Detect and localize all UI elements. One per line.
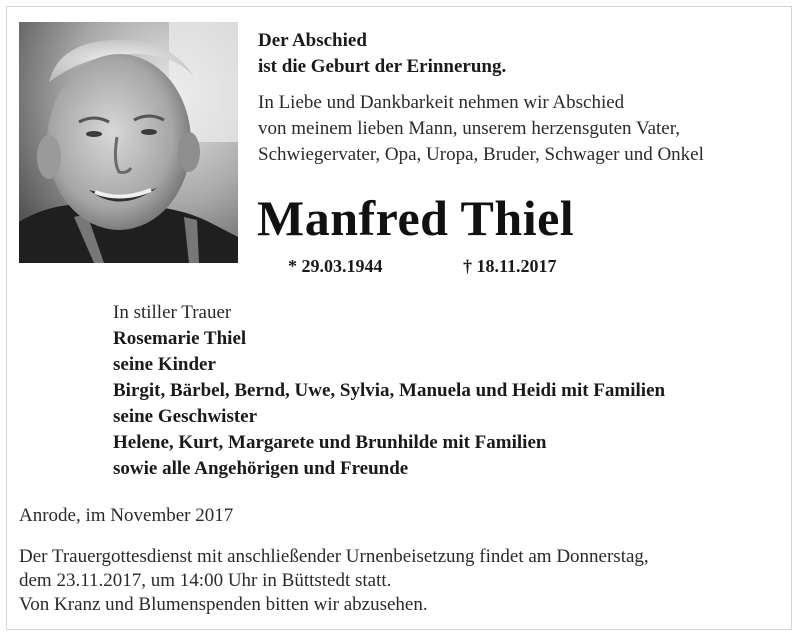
service-line-2: dem 23.11.2017, um 14:00 Uhr in Büttstedt statt. (19, 570, 392, 591)
quote (258, 28, 506, 80)
mourner-line: Rosemarie Thiel (113, 328, 247, 349)
portrait-image (19, 22, 238, 263)
place-date: Anrode, im November 2017 (19, 505, 234, 526)
mourner-line: seine Geschwister (113, 406, 258, 427)
mourner-line: sowie alle Angehörigen und Freunde (113, 458, 409, 479)
mourners-block (113, 300, 665, 482)
intro-line-1: In Liebe und Dankbarkeit nehmen wir Abschied (258, 92, 625, 113)
death-date: † 18.11.2017 (463, 256, 557, 276)
mourners-heading: In stiller Trauer (113, 302, 232, 323)
portrait-photo (19, 22, 238, 263)
mourner-line: seine Kinder (113, 354, 216, 375)
service-line-3: Von Kranz und Blumenspenden bitten wir abzusehen. (19, 594, 428, 615)
deceased-name: Manfred Thiel (257, 190, 575, 246)
quote-line-2: ist die Geburt der Erinnerung. (258, 56, 507, 77)
quote-line-1: Der Abschied (258, 30, 367, 51)
service-line-1: Der Trauergottesdienst mit anschließender Urnenbeisetzung findet am Donnerstag, (19, 546, 649, 567)
service-info (19, 545, 649, 617)
intro-line-3: Schwiegervater, Opa, Uropa, Bruder, Schwager und Onkel (258, 144, 704, 165)
mourner-line: Helene, Kurt, Margarete und Brunhilde mit Familien (113, 432, 547, 453)
intro-text (258, 90, 704, 168)
birth-date: * 29.03.1944 (288, 256, 383, 276)
intro-line-2: von meinem lieben Mann, unserem herzensguten Vater, (258, 118, 681, 139)
mourner-line: Birgit, Bärbel, Bernd, Uwe, Sylvia, Manuela und Heidi mit Familien (113, 380, 666, 401)
